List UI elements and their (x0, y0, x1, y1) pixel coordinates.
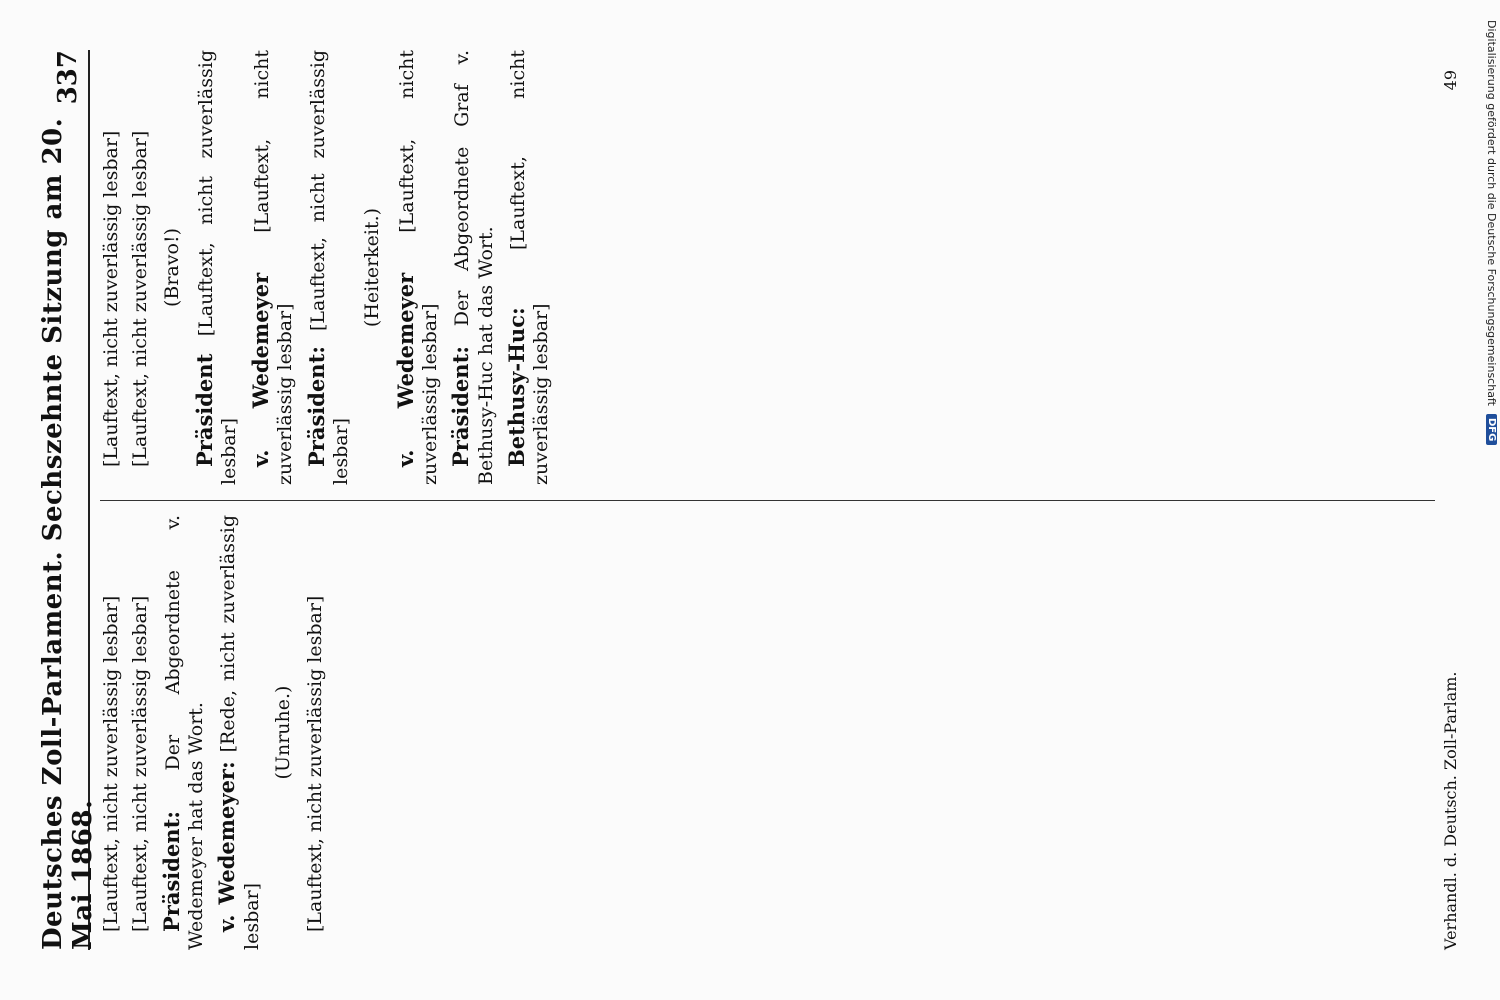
speaker-name: Bethusy-Huc: (504, 307, 530, 467)
interjection: (Bravo!) (160, 228, 183, 308)
interjection: (Heiterkeit.) (361, 207, 384, 328)
paragraph: [Lauftext, nicht zuverlässig lesbar] (303, 595, 326, 932)
speech-entry (304, 50, 354, 485)
speaker-name: Präsident: (448, 345, 474, 467)
rotated-page-content (30, 30, 1470, 970)
speech-entry (192, 50, 242, 485)
speaker-name: Präsident (192, 353, 218, 467)
paragraph: [Lauftext, nicht zuverlässig lesbar] (100, 130, 122, 467)
speaker-name: v. Wedemeyer (247, 272, 273, 467)
paragraph: [Lauftext, nicht zuverlässig lesbar] (129, 595, 152, 932)
speech-entry (159, 515, 209, 950)
speech-entry (448, 50, 498, 485)
speaker-name: Präsident: (158, 810, 184, 932)
running-header (38, 50, 98, 950)
right-column (100, 50, 1435, 485)
speech-text: [Rede, nicht zuverlässig lesbar] (217, 515, 263, 950)
left-column (100, 515, 1435, 950)
paragraph: [Lauftext, nicht zuverlässig lesbar] (100, 595, 122, 932)
speech-text: Der Abgeordnete Graf v. Bethusy-Huc hat das Wort. (451, 50, 497, 485)
speaker-name: Präsident: (303, 345, 329, 467)
speech-text: Der Abgeordnete v. Wedemeyer hat das Wort. (161, 515, 208, 950)
interjection: (Unruhe.) (272, 685, 295, 780)
speech-text: [Lauftext, nicht zuverlässig lesbar] (250, 50, 297, 485)
speech-text: [Lauftext, nicht zuverlässig lesbar] (306, 50, 352, 485)
digitization-note (1485, 20, 1499, 980)
speech-text: [Lauftext, nicht zuverlässig lesbar] (195, 50, 241, 485)
dfg-logo-icon: DFG (1487, 414, 1498, 445)
speech-text: [Lauftext, nicht zuverlässig lesbar] (395, 50, 441, 485)
speech-entry (393, 50, 443, 485)
footer-source: Verhandl. d. Deutsch. Zoll-Parlam. (1441, 671, 1460, 950)
margin-note-text: Digitalisierung gefördert durch die Deutsche Forschungsgemeinschaft (1485, 20, 1499, 406)
speaker-name: v. Wedemeyer (392, 272, 418, 467)
speech-entry (504, 50, 554, 485)
page-number: 337 (53, 50, 83, 105)
column-divider (100, 500, 1435, 501)
speech-entry (248, 50, 298, 485)
header-title: Deutsches Zoll-Parlament. Sechszehnte Sitzung am 20. Mai 1868. (38, 117, 98, 950)
sheet-number: 49 (1441, 70, 1460, 91)
speech-entry (214, 515, 264, 950)
speaker-name: v. Wedemeyer: (214, 761, 240, 932)
speech-text: [Lauftext, nicht zuverlässig lesbar] (507, 50, 553, 485)
paragraph: [Lauftext, nicht zuverlässig lesbar] (129, 130, 152, 467)
